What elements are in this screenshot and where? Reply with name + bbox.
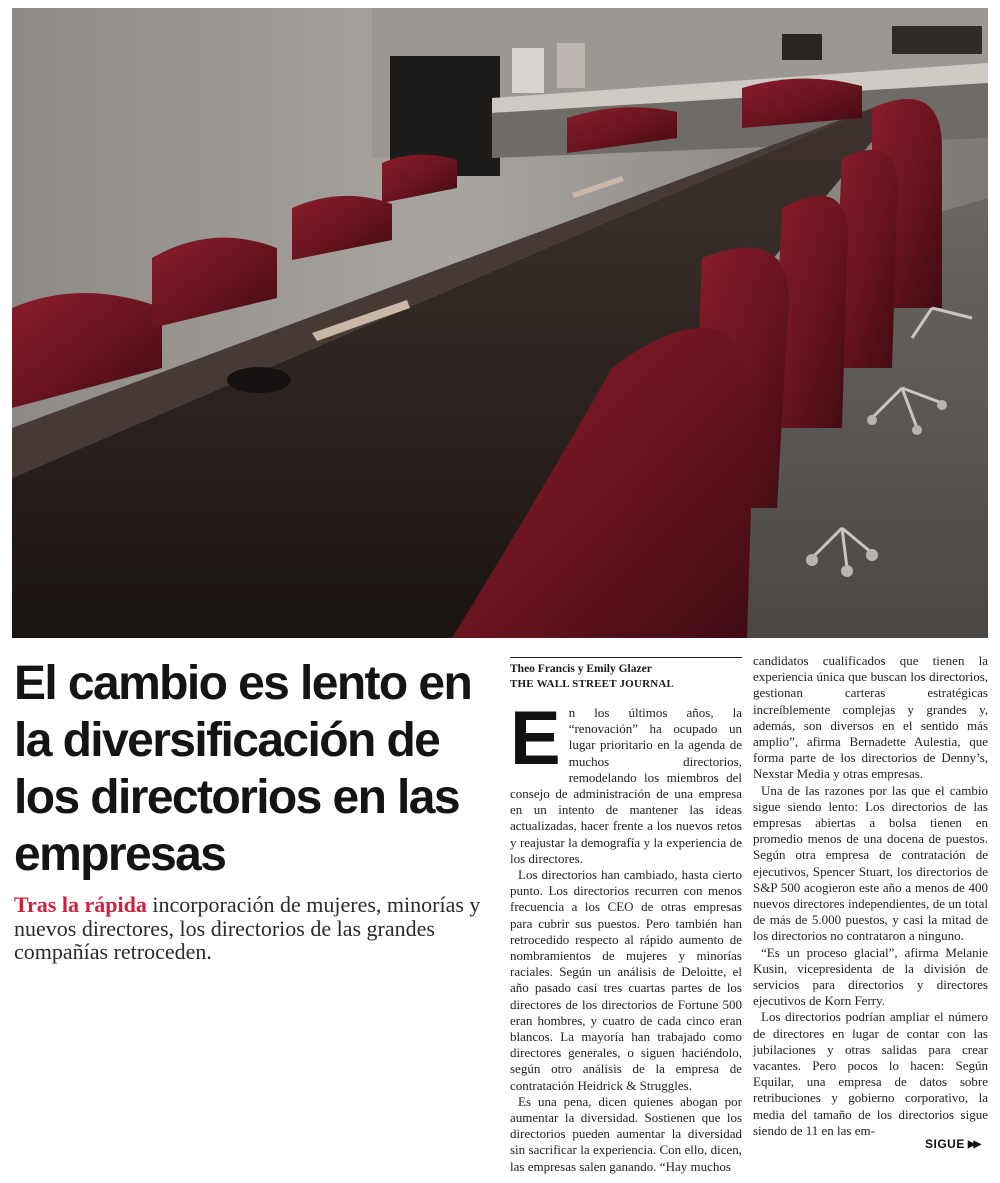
lede-kicker: Tras la rápida bbox=[14, 892, 147, 917]
continue-marker bbox=[925, 1137, 979, 1151]
article-lede bbox=[14, 893, 494, 964]
body-paragraph-4: candidatos cualificados que tienen la experiencia única que buscan los directorios, gestionan carteras estratégicas increíblemente complejas y grandes y, además, son diversos en el sentido más amplio”, afirma Bernadette Aulestia, que forma parte de los directorios de Denny’s, Nexstar Media y otras empresas. bbox=[753, 653, 988, 782]
byline-authors: Theo Francis y Emily Glazer bbox=[510, 663, 652, 675]
continue-arrows-icon: ▶▶ bbox=[967, 1138, 980, 1150]
body-paragraph-2: Los directorios han cambiado, hasta cierto punto. Los directorios recurren con menos frecuencia a los CEO de otras empresas para cubrir sus puestos. Pero también han retrocedido respecto al rápido aumento de nombramientos de mujeres y minorías raciales. Según un análisis de Deloitte, el año pasado casi tres cuartas partes de los directores de los directorios de Fortune 500 eran hombres, y cuatro de cada cinco eran blancos. La mayoría han trabajado como directores generales, o siguen haciéndolo, según otro análisis de la empresa de contratación Heidrick & Struggles. bbox=[510, 867, 742, 1093]
body-paragraph-1-text: n los últimos años, la “renovación” ha ocupado un lugar prioritario en la agenda de muchos directorios, remodelando los miembros del consejo de administración de una empresa en un intento de mantener las ideas actualizadas, hacer frente a los nuevos retos y reajustar la demografía y la experiencia de los directores. bbox=[510, 705, 742, 866]
byline-publication: THE WALL STREET JOURNAL bbox=[510, 678, 675, 690]
body-column-2 bbox=[753, 653, 988, 1139]
body-paragraph-6: “Es un proceso glacial”, afirma Melanie Kusin, vicepresidenta de la división de servicios para directorios y directores ejecutivos de Korn Ferry. bbox=[753, 944, 988, 1009]
body-paragraph-5: Una de las razones por las que el cambio sigue siendo lento: Los directorios de las empresas abiertas a bolsa tienen en promedio menos de una docena de puestos. Según otra empresa de contratación de ejecutivos, Spencer Stuart, los directorios de S&P 500 acogieron este año a menos de 400 nuevos directores independientes, de un total de más de 5.000 puestos, y casi la mitad de los directorios no contrataron a ninguno. bbox=[753, 782, 988, 944]
body-paragraph-7: Los directorios podrían ampliar el número de directores en lugar de contar con las jubilaciones y otras salidas para crear vacantes. Pero pocos lo hacen: Según Equilar, una empresa de datos sobre retribuciones y gobierno corporativo, la media del tamaño de los directorios sigue siendo de 11 en las em- bbox=[753, 1009, 988, 1138]
continue-label: SIGUE bbox=[925, 1137, 965, 1151]
drop-cap: E bbox=[510, 696, 561, 781]
body-paragraph-3: Es una pena, dicen quienes abogan por aumentar la diversidad. Sostienen que los directorios pueden aumentar la diversidad sin sacrificar la experiencia. Con ello, dicen, las empresas salen ganando. “Hay muchos bbox=[510, 1093, 742, 1174]
body-paragraph-1 bbox=[510, 696, 742, 867]
byline bbox=[510, 657, 742, 692]
article-headline: El cambio es lento en la diversificación de los directorios en las empresas bbox=[14, 657, 472, 881]
conference-room-photo bbox=[12, 8, 988, 638]
lede-text: incorporación de mujeres, minorías y nuevos directores, los directorios de las grandes compañías retroceden. bbox=[14, 892, 481, 964]
body-column-1 bbox=[510, 696, 742, 1175]
